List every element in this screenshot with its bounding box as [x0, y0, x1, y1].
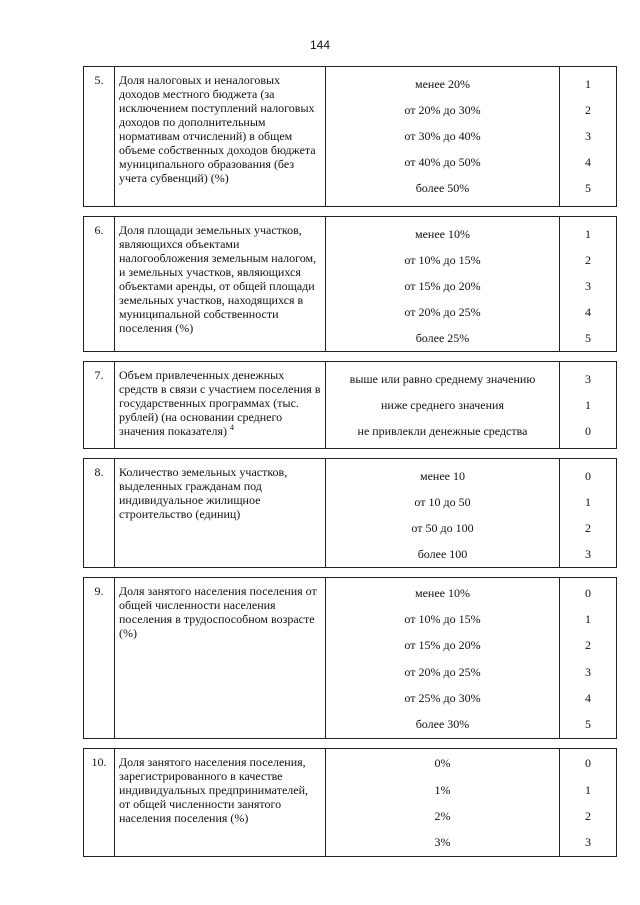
- row-separator: [84, 738, 617, 748]
- condition-value: менее 10%: [415, 585, 470, 600]
- condition-value: от 10 до 50: [414, 494, 471, 509]
- criterion-description: [115, 362, 326, 449]
- criteria-row: [84, 362, 617, 449]
- condition-value: от 20% до 30%: [404, 102, 481, 117]
- score-value: 1: [585, 76, 591, 91]
- condition-value: более 25%: [415, 330, 470, 345]
- condition-value: более 100: [417, 546, 468, 561]
- score-value: 5: [585, 330, 591, 345]
- condition-value: ниже среднего значения: [380, 397, 504, 412]
- condition-cell: [326, 748, 560, 856]
- criteria-table: [83, 66, 617, 857]
- score-value: 1: [585, 226, 591, 241]
- criteria-row: [84, 459, 617, 568]
- condition-value: 1%: [434, 782, 451, 797]
- page-number: 144: [309, 38, 331, 52]
- score-value: 2: [585, 252, 591, 267]
- criteria-row: [84, 217, 617, 352]
- condition-cell: [326, 459, 560, 568]
- row-number: 7.: [84, 362, 115, 449]
- row-separator: [84, 449, 617, 459]
- score-value: 3: [585, 278, 591, 293]
- condition-value: от 20% до 25%: [404, 304, 481, 319]
- score-value: 3: [585, 371, 591, 386]
- criteria-row: [84, 748, 617, 856]
- score-cell: [560, 67, 617, 207]
- score-value: 4: [585, 690, 591, 705]
- score-value: 3: [585, 664, 591, 679]
- condition-value: менее 20%: [415, 76, 470, 91]
- footnote-marker: 4: [229, 423, 234, 432]
- condition-value: от 15% до 20%: [404, 278, 481, 293]
- score-value: 4: [585, 304, 591, 319]
- criterion-text: Доля занятого населения поселения от общей численности населения поселения в трудоспособном возрасте (%): [119, 584, 317, 640]
- row-number: 9.: [84, 578, 115, 739]
- condition-value: от 15% до 20%: [404, 638, 481, 653]
- condition-value: более 30%: [415, 717, 470, 732]
- criterion-description: [115, 748, 326, 856]
- condition-value: не привлекли денежные средства: [357, 423, 528, 438]
- condition-value: 2%: [434, 809, 451, 824]
- row-separator: [84, 207, 617, 217]
- condition-value: менее 10: [420, 468, 465, 483]
- condition-value: менее 10%: [415, 226, 470, 241]
- score-value: 2: [585, 809, 591, 824]
- criterion-description: [115, 578, 326, 739]
- criterion-text: Доля площади земельных участков, являющихся объектами налогообложения земельным налогом, и земельных участков, являющихся объектами аренды, от общей площади земельных участков, находящихся в муниципальной собственности поселения (%): [119, 223, 317, 335]
- score-cell: [560, 362, 617, 449]
- criterion-description: [115, 217, 326, 352]
- score-value: 1: [585, 611, 591, 626]
- condition-cell: [326, 217, 560, 352]
- criteria-row: [84, 578, 617, 739]
- condition-cell: [326, 578, 560, 739]
- score-value: 1: [585, 782, 591, 797]
- condition-value: 3%: [434, 835, 451, 850]
- score-value: 3: [585, 835, 591, 850]
- score-cell: [560, 748, 617, 856]
- row-separator: [84, 568, 617, 578]
- condition-value: от 10% до 15%: [404, 611, 481, 626]
- condition-value: от 10% до 15%: [404, 252, 481, 267]
- score-value: 0: [585, 756, 591, 771]
- score-value: 3: [585, 128, 591, 143]
- score-value: 2: [585, 638, 591, 653]
- score-value: 4: [585, 154, 591, 169]
- row-number: 10.: [84, 748, 115, 856]
- score-value: 5: [585, 180, 591, 195]
- score-value: 1: [585, 494, 591, 509]
- score-value: 1: [585, 397, 591, 412]
- condition-value: от 40% до 50%: [404, 154, 481, 169]
- score-value: 2: [585, 520, 591, 535]
- row-number: 5.: [84, 67, 115, 207]
- condition-value: более 50%: [415, 180, 470, 195]
- criterion-text: Доля занятого населения поселения, зарегистрированного в качестве индивидуальных предпринимателей, от общей численности занятого населения поселения (%): [119, 754, 308, 825]
- criteria-row: [84, 67, 617, 207]
- score-value: 0: [585, 468, 591, 483]
- condition-value: выше или равно среднему значению: [349, 371, 536, 386]
- score-cell: [560, 459, 617, 568]
- row-number: 6.: [84, 217, 115, 352]
- condition-cell: [326, 67, 560, 207]
- condition-value: от 30% до 40%: [404, 128, 481, 143]
- condition-cell: [326, 362, 560, 449]
- row-separator: [84, 352, 617, 362]
- condition-value: от 20% до 25%: [404, 664, 481, 679]
- score-value: 5: [585, 717, 591, 732]
- criterion-description: [115, 459, 326, 568]
- condition-value: от 25% до 30%: [404, 690, 481, 705]
- condition-value: от 50 до 100: [411, 520, 474, 535]
- condition-value: 0%: [434, 756, 451, 771]
- score-cell: [560, 217, 617, 352]
- criterion-text: Объем привлеченных денежных средств в связи с участием поселения в государственных программах (тыс. рублей) (на основании среднего значения показателя): [119, 368, 321, 438]
- score-value: 0: [585, 585, 591, 600]
- score-cell: [560, 578, 617, 739]
- row-number: 8.: [84, 459, 115, 568]
- criterion-text: Количество земельных участков, выделенных гражданам под индивидуальное жилищное строительство (единиц): [119, 465, 288, 521]
- score-value: 3: [585, 546, 591, 561]
- score-value: 2: [585, 102, 591, 117]
- criterion-description: [115, 67, 326, 207]
- score-value: 0: [585, 423, 591, 438]
- criterion-text: Доля налоговых и неналоговых доходов местного бюджета (за исключением поступлений налоговых доходов по дополнительным нормативам отчислений) в общем объеме собственных доходов бюджета муниципального образования (без учета субвенций) (%): [119, 73, 316, 185]
